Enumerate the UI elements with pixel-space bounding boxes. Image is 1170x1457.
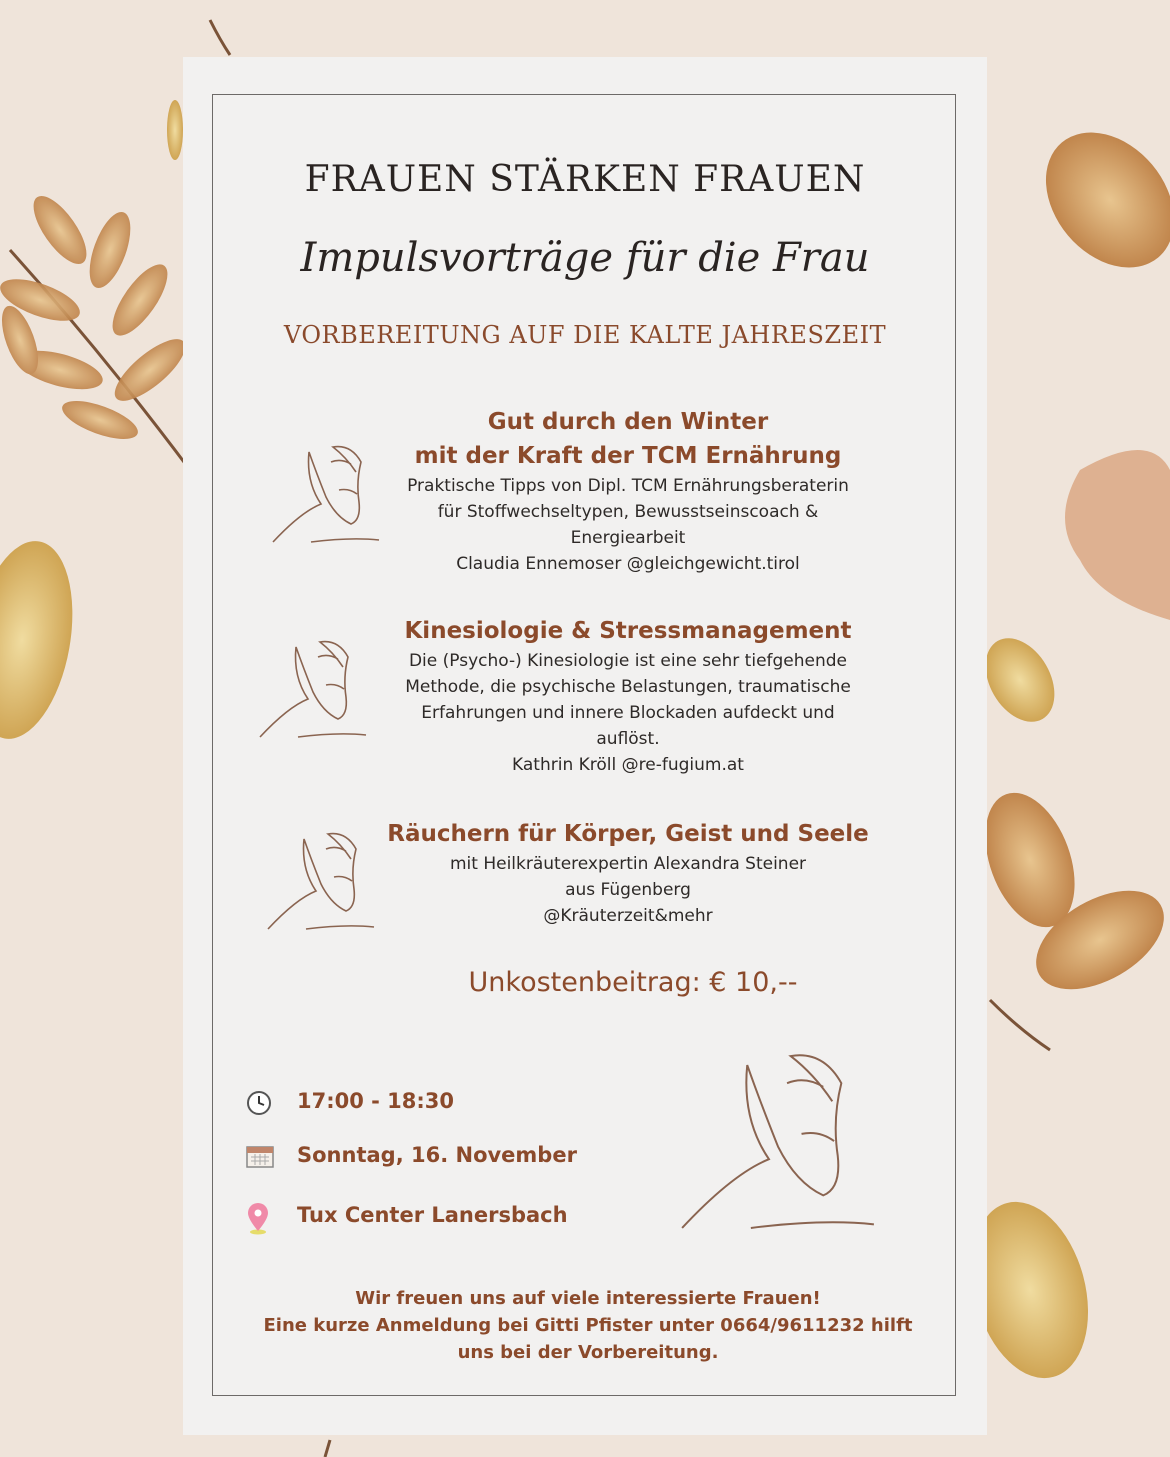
talk-2-line: auflöst. [596,729,660,749]
talk-2-line: Die (Psycho-) Kinesiologie ist eine sehr tiefgehende [408,651,848,671]
price: Unkostenbeitrag: € 10,-- [468,967,798,998]
talk-2-line: Erfahrungen und innere Blockaden aufdeckt und [421,703,835,723]
location-pin-icon [245,1203,271,1235]
talk-1-line: Praktische Tipps von Dipl. TCM Ernährungsberaterin [407,476,849,496]
date-text: Sonntag, 16. November [297,1143,577,1167]
flyer-card [183,57,987,1435]
talk-2 [363,614,893,778]
footer-line: Eine kurze Anmeldung bei Gitti Pfister unter 0664/9611232 hilft [263,1315,913,1336]
page-title: FRAUEN STÄRKEN FRAUEN [304,159,866,200]
subtitle: VORBEREITUNG AUF DIE KALTE JAHRESZEIT [283,321,887,349]
clock-icon [245,1089,273,1117]
talk-1-line: Claudia Ennemoser @gleichgewicht.tirol [456,554,800,574]
face-line-art-large-icon [673,1047,883,1237]
talk-1-line: Energiearbeit [570,528,686,548]
footer-line: Wir freuen uns auf viele interessierte Frauen! [355,1288,821,1309]
talk-3-heading: Räuchern für Körper, Geist und Seele [387,821,869,847]
talk-1-heading-line1: Gut durch den Winter [487,409,769,435]
face-line-art-icon [258,637,368,742]
talk-2-heading: Kinesiologie & Stressmanagement [404,618,852,644]
talk-3-line: aus Fügenberg [565,880,691,900]
talk-3-line: @Kräuterzeit&mehr [543,906,713,926]
talk-3-line: mit Heilkräuterexpertin Alexandra Steiner [449,854,807,874]
location-text: Tux Center Lanersbach [297,1203,568,1227]
calendar-icon [245,1143,275,1169]
footer-line: uns bei der Vorbereitung. [457,1342,719,1363]
time-text: 17:00 - 18:30 [297,1089,455,1113]
talk-1-heading-line2: mit der Kraft der TCM Ernährung [414,443,842,469]
talk-2-line: Methode, die psychische Belastungen, traumatische [405,677,851,697]
script-title: Impulsvorträge für die Frau [300,235,870,281]
talk-3 [363,817,893,929]
talk-2-line: Kathrin Kröll @re-fugium.at [512,755,744,775]
footer-note [263,1285,913,1366]
face-line-art-icon [266,829,376,934]
talk-1-line: für Stoffwechseltypen, Bewusstseinscoach & [437,502,819,522]
talk-1 [363,405,893,577]
